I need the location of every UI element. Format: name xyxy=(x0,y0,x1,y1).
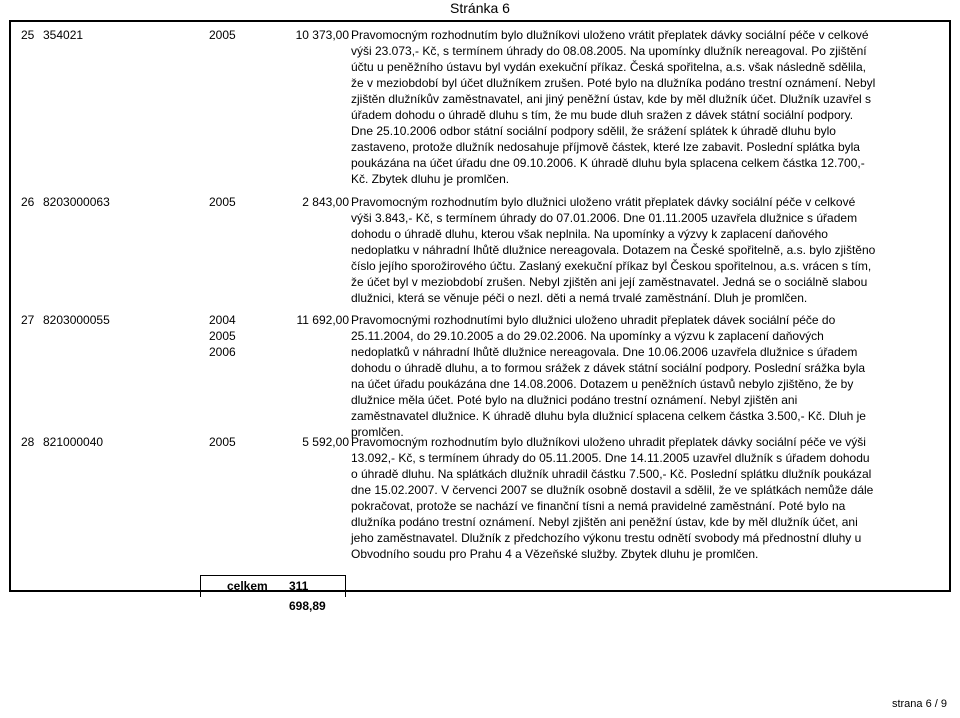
description-line: že účet byl v meziobdobí zrušen. Nebyl zjištěn ani její zaměstnavatel. Jedná se o sociálně slabou xyxy=(351,275,868,289)
description-line: zastaveno, protože dlužník nedosahuje příjmově částek, které lze zabavit. Poslední splátka byla xyxy=(351,140,860,154)
description xyxy=(351,312,947,440)
description-line: 25.11.2004, do 29.10.2005 a do 29.02.2006. Na upomínky a výzvu k zaplacení daňových xyxy=(351,329,824,343)
description-line: dlužnici, která se věnuje péči o nezl. děti a nemá trvalé zaměstnání. Dluh je promlčen. xyxy=(351,291,808,305)
description-line: účtu u peněžního ústavu byl vydán exekuční příkaz. Česká spořitelna, a.s. však následně sdělila, xyxy=(351,60,866,74)
amount: 10 373,00 xyxy=(295,28,349,42)
debtor-id: 821000040 xyxy=(43,435,104,449)
year: 2006 xyxy=(209,345,236,359)
year: 2005 xyxy=(209,329,236,343)
description-line: číslo jejího sporožirového účtu. Zaslaný exekuční příkaz byl Českou spořitelnou, a.s. vrácen s tím, xyxy=(351,259,872,273)
debtor-id: 8203000055 xyxy=(43,313,110,327)
description-line: na účet úřadu poukázána dne 14.08.2006. Dotazem u peněžních ústavů nebylo zjištěno, že by xyxy=(351,377,854,391)
page-footer: strana 6 / 9 xyxy=(891,698,947,710)
page-title: Stránka 6 xyxy=(450,0,510,16)
description-line: dohodu o úhradě dluhu, a to formou srážek z dávek státní sociální podpory. Poslední srážka byla xyxy=(351,361,866,375)
description-line: o úhradě dluhu. Na splátkách dlužník uhradil částku 7.500,- Kč. Poslední splátku dlužník poukázal xyxy=(351,467,872,481)
description-line: dlužnice měla účet. Poté bylo na dlužnici podáno trestní oznámení. Nebyl zjištěn ani xyxy=(351,393,798,407)
description-line: zjištěn dlužníkův zaměstnavatel, ani jiný peněžní ústav, kde by měl dlužník účet. Dlužník uzavřel s xyxy=(351,92,872,106)
description-line: Dne 25.10.2006 odbor státní sociální podpory sdělil, že srážení splátek k úhradě dluhu bylo xyxy=(351,124,836,138)
description xyxy=(351,27,947,187)
amount: 5 592,00 xyxy=(302,435,349,449)
year: 2005 xyxy=(209,28,236,42)
amount: 2 843,00 xyxy=(302,195,349,209)
description-line: pokračovat, protože se nachází ve finanční tísni a nemá pravidelné zaměstnání. Poté bylo na xyxy=(351,499,846,513)
description-line: dne 15.02.2007. V červenci 2007 se dlužník osobně dostavil a sdělil, že ve splátkách nemůže dále xyxy=(351,483,874,497)
total-value: 311 698,89 xyxy=(289,579,326,613)
description-line: promlčen. xyxy=(351,425,404,439)
debtor-id: 8203000063 xyxy=(43,195,110,209)
description-line: výši 23.073,- Kč, s termínem úhrady do 08.08.2005. Na upomínky dlužník nereagoval. Po zjištění xyxy=(351,44,867,58)
amount: 11 692,00 xyxy=(296,313,349,327)
description-line: Pravomocnými rozhodnutími bylo dlužnici uloženo uhradit přeplatek dávek sociální péče do xyxy=(351,313,836,327)
total-label: celkem xyxy=(227,579,268,593)
description-line: poukázána na účet úřadu dne 09.10.2006. K úhradě dluhu byla splacena celkem částka 12.700,- xyxy=(351,156,865,170)
description xyxy=(351,194,947,306)
description-line: Kč. Zbytek dluhu je promlčen. xyxy=(351,172,510,186)
year: 2004 xyxy=(209,313,236,327)
description-line: úřadem dohodu o úhradě dluhu s tím, že mu bude dluh sražen z dávek státní sociální podpory. xyxy=(351,108,854,122)
debtor-id: 354021 xyxy=(43,28,84,42)
total-box xyxy=(200,575,346,613)
debt-table xyxy=(9,20,951,592)
description-line: že v meziobdobí byl účet dlužníkem zrušen. Poté bylo na dlužníka podáno trestní oznámení. Nebyl xyxy=(351,76,876,90)
year: 2005 xyxy=(209,435,236,449)
description-line: Pravomocným rozhodnutím bylo dlužníkovi uloženo vrátit přeplatek dávky sociální péče v celkové xyxy=(351,28,869,42)
year: 2005 xyxy=(209,195,236,209)
description-line: zaměstnavatel dlužnice. K úhradě dluhu byla dlužnicí splacena celkem částka 3.500,- Kč. Dluh je xyxy=(351,409,866,423)
description-line: nedoplatků v náhradní lhůtě dlužnice nereagovala. Dne 10.06.2006 uzavřela dlužnice s úřadem xyxy=(351,345,858,359)
description-line: Obvodního soudu pro Prahu 4 a Vězeňské služby. Zbytek dluhu je promlčen. xyxy=(351,547,759,561)
description-line: výši 3.843,- Kč, s termínem úhrady do 07.01.2006. Dne 01.11.2005 uzavřela dlužnice s úřadem xyxy=(351,211,858,225)
description-line: jeho zaměstnavatel. Dlužník z předchozího výkonu trestu odnětí svobody má přednostní dluhy u xyxy=(351,531,862,545)
description-line: 13.092,- Kč, s termínem úhrady do 05.11.2005. Dne 14.11.2005 uzavřel dlužník s úřadem dohodu xyxy=(351,451,870,465)
description-line: Pravomocným rozhodnutím bylo dlužnici uloženo vrátit přeplatek dávky sociální péče v celkové xyxy=(351,195,856,209)
description-line: dlužníka podáno trestní oznámení. Nebyl zjištěn ani peněžní ústav, kde by měl dlužník účet, ani xyxy=(351,515,858,529)
description-line: Pravomocným rozhodnutím bylo dlužníkovi uloženo uhradit přeplatek dávky sociální péče ve výši xyxy=(351,435,866,449)
row-number: 26 xyxy=(21,195,35,209)
row-number: 25 xyxy=(21,28,35,42)
row-number: 28 xyxy=(21,435,35,449)
description-line: dohodu o úhradě dluhu, kterou však neplnila. Na upomínky a výzvy k zaplacení daňového xyxy=(351,227,828,241)
row-number: 27 xyxy=(21,313,35,327)
description-line: nedoplatku v náhradní lhůtě dlužnice nereagovala. Dotazem na České spořitelně, a.s. bylo zjištěno xyxy=(351,243,876,257)
description xyxy=(351,434,947,562)
